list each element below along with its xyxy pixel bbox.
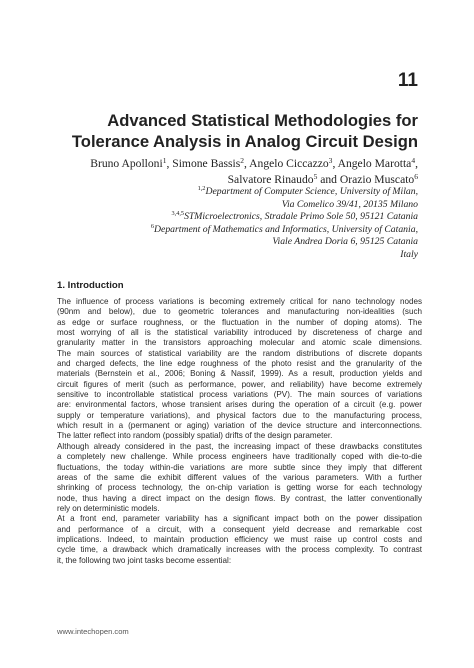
author-affiliation-mark: 1 <box>162 156 167 165</box>
body-line: At a front end, parameter variability has a significant impact both on the power dissipation <box>57 514 422 524</box>
affiliation-text: Department of Computer Science, University of Milan, <box>205 186 418 197</box>
body-line: The latter reflect into random (possibly spatial) drifts of the design parameter. <box>57 431 333 441</box>
body-line: most worrying of all is the statistical variability introduced by discreteness of charge and <box>57 328 422 338</box>
author-name: , Angelo Marotta <box>332 157 412 170</box>
affiliation-line: Via Comelico 39/41, 20135 Milano <box>281 198 418 210</box>
author-name: Bruno Apolloni <box>90 157 163 170</box>
body-line: areas of the same die exhibit different values of the various parameters. With a further <box>57 472 422 482</box>
body-line: materials (Bernstein et al., 2006; Boning & Nassif, 1999). As a result, production yields and <box>57 369 422 379</box>
author-list <box>38 156 418 187</box>
affiliation-block <box>18 186 418 261</box>
author-line-1 <box>38 156 418 172</box>
chapter-title <box>38 110 418 152</box>
body-line: node, thus having a direct impact on the design flows. By contrast, the latter conventionally <box>57 493 422 503</box>
affiliation-line <box>18 211 418 224</box>
body-line: and charged defects, the line edge roughness of the photo resist and the granularity of the <box>57 359 422 369</box>
body-line: granularity matter in the transistors approaching molecular and atomic scale dimensions. <box>57 338 422 348</box>
body-line: which result in a (permanent or aging) variation of the device structure and interconnections. <box>57 421 422 431</box>
affiliation-mark: 1,2 <box>197 185 206 192</box>
author-name: , Simone Bassis <box>166 157 241 170</box>
body-line: supply or temperature variations), and physical factors due to the manufacturing process, <box>57 410 422 420</box>
author-affiliation-mark: 6 <box>414 171 418 181</box>
author-affiliation-mark: 5 <box>313 171 318 181</box>
author-separator: , <box>415 157 418 170</box>
body-line: circuit figures of merit (such as performance, power, and reliability) have become extremely <box>57 379 422 389</box>
chapter-title-line-2: Tolerance Analysis in Analog Circuit Design <box>71 132 418 151</box>
body-line: The main sources of statistical variability are the random distributions of discrete dopants <box>57 348 422 358</box>
body-line: shrinking of process technology, the on-chip variation is getting worse for each technology <box>57 483 422 493</box>
author-name: Salvatore Rinaudo <box>227 172 314 186</box>
body-line: it, the following two joint tasks become essential: <box>57 555 232 565</box>
author-affiliation-mark: 3 <box>328 156 333 165</box>
affiliation-mark: 3,4,5 <box>171 210 185 217</box>
author-name: and Orazio Muscato <box>317 172 415 186</box>
body-line: The influence of process variations is becoming extremely critical for nano technology nodes <box>57 297 422 306</box>
affiliation-text: STMicroelectronics, Stradale Primo Sole 50, 95121 Catania <box>184 211 418 222</box>
body-text <box>57 297 422 566</box>
body-line: are: environmental factors, whose transient arises during the operation of a circuit (e.g. power <box>57 400 422 410</box>
affiliation-line <box>18 186 418 199</box>
body-line: sensitive to incontrollable statistical process variations (PV). The main sources of variations <box>57 390 422 400</box>
section-heading: 1. Introduction <box>57 280 124 291</box>
body-line: (90nm and below), due to geometric tolerances and manufacturing non-idealities (such <box>57 307 422 317</box>
body-line: and performance of a circuit, with a consequent yield decrease and remarkable cost <box>57 524 422 534</box>
author-line-2 <box>38 172 418 188</box>
body-line: cycle time, a drawback which dramatically increases with the process complexity. To contrast <box>57 545 422 555</box>
author-affiliation-mark: 4 <box>411 156 416 165</box>
chapter-title-line-1: Advanced Statistical Methodologies for <box>107 111 418 130</box>
body-line: as edge or surface roughness, or the fluctuation in the number of doping atoms). The <box>57 317 422 327</box>
body-line: fluctuations, the today within-die variations are more subtle since they imply that different <box>57 462 422 472</box>
body-line: a completely new challenge. While process engineers have traditionally coped with die-to-die <box>57 452 422 462</box>
body-line: implications. Indeed, to maintain production efficiency we must raise up control costs and <box>57 534 422 544</box>
affiliation-line <box>18 224 418 237</box>
body-line: rely on deterministic models. <box>57 503 160 513</box>
publisher-url: www.intechopen.com <box>57 627 129 636</box>
affiliation-text: Department of Mathematics and Informatics, University of Catania, <box>154 223 418 235</box>
author-name: , Angelo Ciccazzo <box>244 157 329 170</box>
affiliation-line: Viale Andrea Doria 6, 95125 Catania <box>272 236 418 247</box>
chapter-number: 11 <box>397 70 418 91</box>
affiliation-mark: 6 <box>150 222 155 230</box>
affiliation-line: Italy <box>400 248 418 260</box>
body-line: Although already considered in the past, the increasing impact of these drawbacks constitutes <box>57 441 422 451</box>
author-affiliation-mark: 2 <box>240 156 244 165</box>
